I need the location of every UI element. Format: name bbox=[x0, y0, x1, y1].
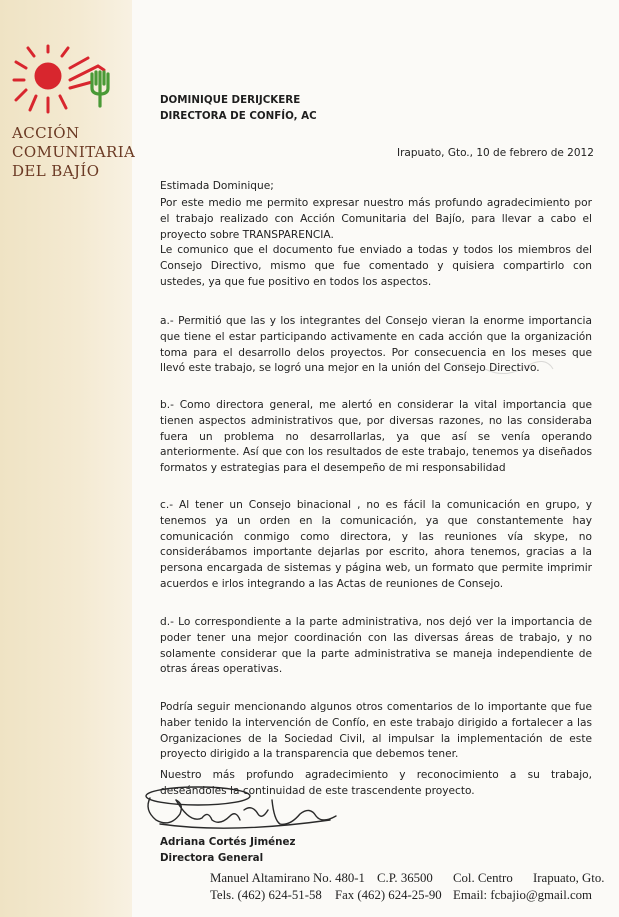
letterhead-footer bbox=[210, 870, 604, 904]
paragraph-closing: Podría seguir mencionando algunos otros comentarios de lo importante que fue haber tenido la intervención de Confío, en este trabajo dirigido a fortalecer a las Organizaciones de la Sociedad Civil, al impulsar la implementación de este proyecto dirigido a la transparencia que debemos tener. bbox=[160, 701, 592, 761]
signer-name: Adriana Cortés Jiménez bbox=[160, 836, 296, 848]
signer-title: Directora General bbox=[160, 851, 264, 864]
footer-colonia: Col. Centro bbox=[453, 871, 513, 885]
place-date: Irapuato, Gto., 10 de febrero de 2012 bbox=[397, 147, 594, 159]
footer-address: Manuel Altamirano No. 480-1 bbox=[210, 871, 365, 885]
footer-phone: Tels. (462) 624-51-58 bbox=[210, 888, 322, 902]
paragraph-thanks: Nuestro más profundo agradecimiento y reconocimiento a su trabajo, deseándoles la continuidad de este trascendente proyecto. bbox=[160, 769, 592, 797]
footer-fax: Fax (462) 624-25-90 bbox=[335, 888, 442, 902]
paragraph-point-b: b.- Como directora general, me alertó en considerar la vital importancia que tienen aspectos administrativos que, por diversas razones, no las consideraba fuera un problema no desarrollarlas, ya que así se venía operando anteriormente. Así que con los resultados de este trabajo, tenemos ya diseñados formatos y estrategias para el desempeño de mi responsabilidad bbox=[160, 399, 592, 475]
paragraph-point-c: c.- Al tener un Consejo binacional , no es fácil la comunicación en grupo, y tenemos ya un orden en la comunicación, ya que constantemente hay comunicación conmigo como directora, y las reuniones vía skype, no considerábamos importante dejarlas por escrito, ahora tenemos, gracias a la persona encargada de sistemas y página web, un formato que permite imprimir acuerdos e irlos integrando a las Actas de reuniones de Consejo. bbox=[160, 499, 592, 590]
paragraph-point-a: a.- Permitió que las y los integrantes del Consejo vieran la enorme importancia que tiene el estar participando activamente en cada acción que la organización toma para el desarrollo delos proyectos. Por consecuencia en los meses que llevó este trabajo, se logró una mejor en la unión del Consejo Directivo. bbox=[160, 315, 592, 375]
footer-postal-code: C.P. 36500 bbox=[377, 871, 433, 885]
organization-name bbox=[12, 124, 136, 181]
recipient-name: DOMINIQUE DERIJCKERE bbox=[160, 94, 301, 106]
organization-name-line2: COMUNITARIA bbox=[12, 143, 136, 161]
handwritten-signature bbox=[140, 780, 350, 838]
recipient-block bbox=[160, 92, 317, 124]
letterhead-sidebar bbox=[0, 0, 136, 917]
faint-stamp-mark bbox=[445, 357, 555, 377]
salutation: Estimada Dominique; bbox=[160, 180, 274, 192]
paragraph-point-d: d.- Lo correspondiente a la parte administrativa, nos dejó ver la importancia de poder tener una mejor coordinación con las diversas áreas de trabajo, y no solamente considerar que la parte administrativa se maneja independiente de otras áreas operativas. bbox=[160, 616, 592, 676]
recipient-title: DIRECTORA DE CONFÍO, AC bbox=[160, 110, 317, 122]
paragraph-communication: Le comunico que el documento fue enviado a todas y todos los miembros del Consejo Directivo, mismo que fue comentado y quisiera compartirlo con ustedes, ya que fue positivo en todos los aspectos. bbox=[160, 244, 592, 288]
footer-email: Email: fcbajio@gmail.com bbox=[453, 888, 593, 902]
footer-city: Irapuato, Gto. bbox=[533, 871, 605, 885]
organization-name-line3: DEL BAJÍO bbox=[12, 162, 100, 180]
paragraph-intro: Por este medio me permito expresar nuestro más profundo agradecimiento por el trabajo realizado con Acción Comunitaria del Bajío, para llevar a cabo el proyecto sobre TRANSPARENCIA. bbox=[160, 197, 592, 241]
organization-name-line1: ACCIÓN bbox=[12, 124, 80, 142]
hands-sun-logo-icon bbox=[12, 44, 122, 114]
signature-block bbox=[160, 835, 295, 867]
